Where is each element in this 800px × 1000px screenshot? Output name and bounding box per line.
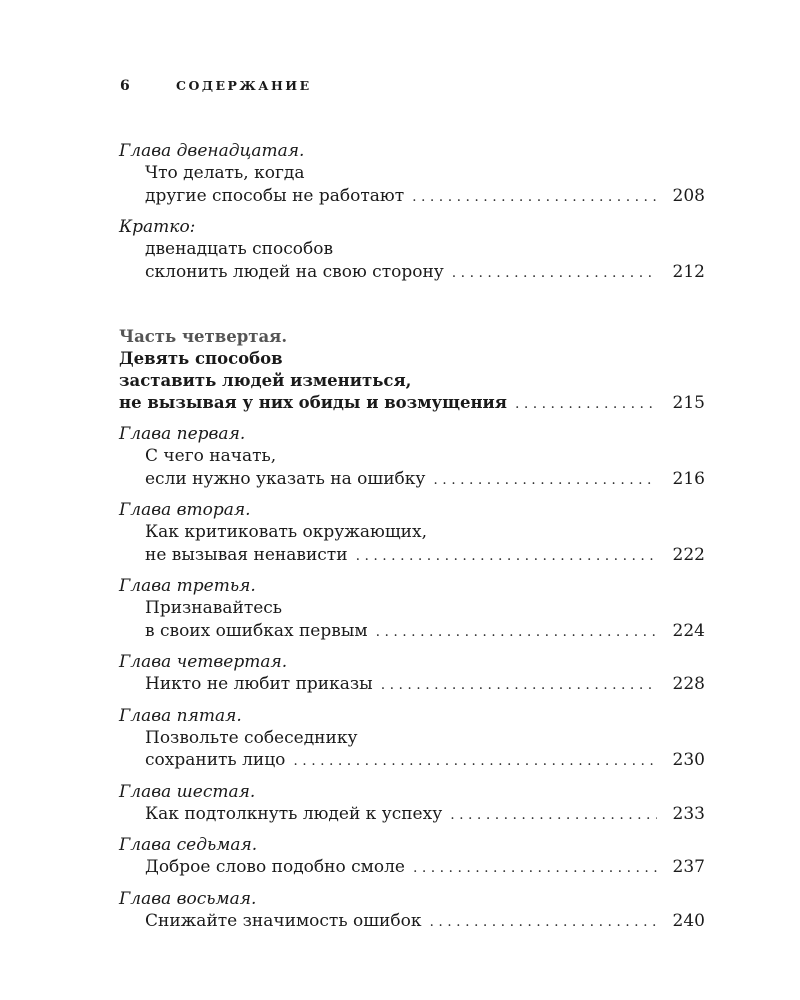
- entry-title-text: склонить людей на свою сторону: [145, 261, 444, 282]
- dot-leader: [450, 804, 657, 827]
- toc-entry: [119, 781, 705, 827]
- entry-title-final-line: [119, 261, 705, 285]
- toc-entry: [119, 216, 705, 284]
- entry-title-final-line: [119, 749, 705, 773]
- entry-title-line: С чего начать,: [145, 446, 277, 466]
- page-header: [120, 78, 312, 94]
- entry-label: Кратко:: [119, 217, 196, 237]
- running-title: СОДЕРЖАНИЕ: [176, 78, 312, 93]
- part-title-final-line: [119, 392, 705, 415]
- toc-entry: [119, 834, 705, 880]
- part-title-line: Девять способов: [119, 349, 283, 368]
- entry-label: Глава вторая.: [119, 500, 251, 520]
- entry-label: Глава первая.: [119, 424, 246, 444]
- page-ref: 237: [672, 857, 705, 877]
- entry-label: Глава четвертая.: [119, 652, 288, 672]
- page-ref: 240: [672, 910, 705, 931]
- page-ref: 224: [672, 620, 705, 641]
- dot-leader: [381, 674, 657, 697]
- part-title-line: заставить людей измениться,: [119, 371, 412, 390]
- entry-title-final-line: [119, 673, 705, 697]
- part-heading: [119, 326, 705, 415]
- part-label: Часть четвертая.: [119, 327, 288, 346]
- entry-title-final-line: [119, 803, 705, 827]
- entry-title-final-line: [119, 910, 705, 934]
- entry-title-final-line: [119, 620, 705, 644]
- toc-entry: [119, 705, 705, 773]
- entry-title-text: Никто не любит приказы: [145, 674, 373, 694]
- entry-title-final-line: [119, 544, 705, 568]
- entry-label: Глава шестая.: [119, 781, 256, 802]
- entry-title-text: не вызывая ненависти: [145, 544, 348, 565]
- entry-label: Глава двенадцатая.: [119, 141, 305, 161]
- page-ref: 212: [672, 261, 705, 282]
- page-ref: 228: [672, 674, 705, 694]
- dot-leader: [429, 911, 657, 934]
- entry-title-final-line: [119, 856, 705, 880]
- dot-leader: [293, 750, 657, 773]
- page-number: 6: [120, 78, 130, 94]
- dot-leader: [452, 262, 657, 285]
- entry-title-final-line: [119, 185, 705, 209]
- page-ref: 222: [672, 544, 705, 565]
- entry-title-text: Доброе слово подобно смоле: [145, 857, 405, 877]
- entry-title-text: сохранить лицо: [145, 750, 286, 770]
- part-title-text: не вызывая у них обиды и возмущения: [119, 393, 507, 412]
- entry-title-line: Признавайтесь: [145, 598, 283, 618]
- page-ref: 208: [672, 185, 705, 206]
- entry-title-line: Как критиковать окружающих,: [145, 522, 427, 542]
- dot-leader: [412, 186, 657, 209]
- toc-entry: [119, 651, 705, 697]
- dot-leader: [356, 545, 657, 568]
- toc-entry: [119, 140, 705, 208]
- table-of-contents: [119, 140, 705, 941]
- entry-title-text: Снижайте значимость ошибок: [145, 910, 422, 931]
- toc-entry: [119, 575, 705, 643]
- entry-label: Глава третья.: [119, 576, 256, 596]
- entry-title-text: Как подтолкнуть людей к успеху: [145, 803, 443, 824]
- dot-leader: [413, 857, 657, 880]
- toc-entry: [119, 888, 705, 934]
- entry-title-text: другие способы не работают: [145, 185, 405, 206]
- dot-leader: [376, 621, 657, 644]
- entry-label: Глава восьмая.: [119, 888, 257, 909]
- page-ref: 216: [672, 468, 705, 489]
- entry-title-line: двенадцать способов: [145, 239, 334, 259]
- entry-title-text: если нужно указать на ошибку: [145, 468, 426, 489]
- entry-title-line: Что делать, когда: [145, 163, 305, 183]
- entry-label: Глава пятая.: [119, 705, 242, 726]
- page-ref: 230: [672, 750, 705, 770]
- dot-leader: [433, 469, 657, 492]
- entry-title-line: Позвольте собеседнику: [145, 727, 358, 748]
- toc-entry: [119, 499, 705, 567]
- toc-entry: [119, 423, 705, 491]
- entry-title-final-line: [119, 468, 705, 492]
- entry-label: Глава седьмая.: [119, 835, 258, 855]
- dot-leader: [515, 393, 657, 415]
- entry-title-text: в своих ошибках первым: [145, 620, 368, 641]
- page-ref: 215: [672, 393, 705, 413]
- page-ref: 233: [672, 803, 705, 824]
